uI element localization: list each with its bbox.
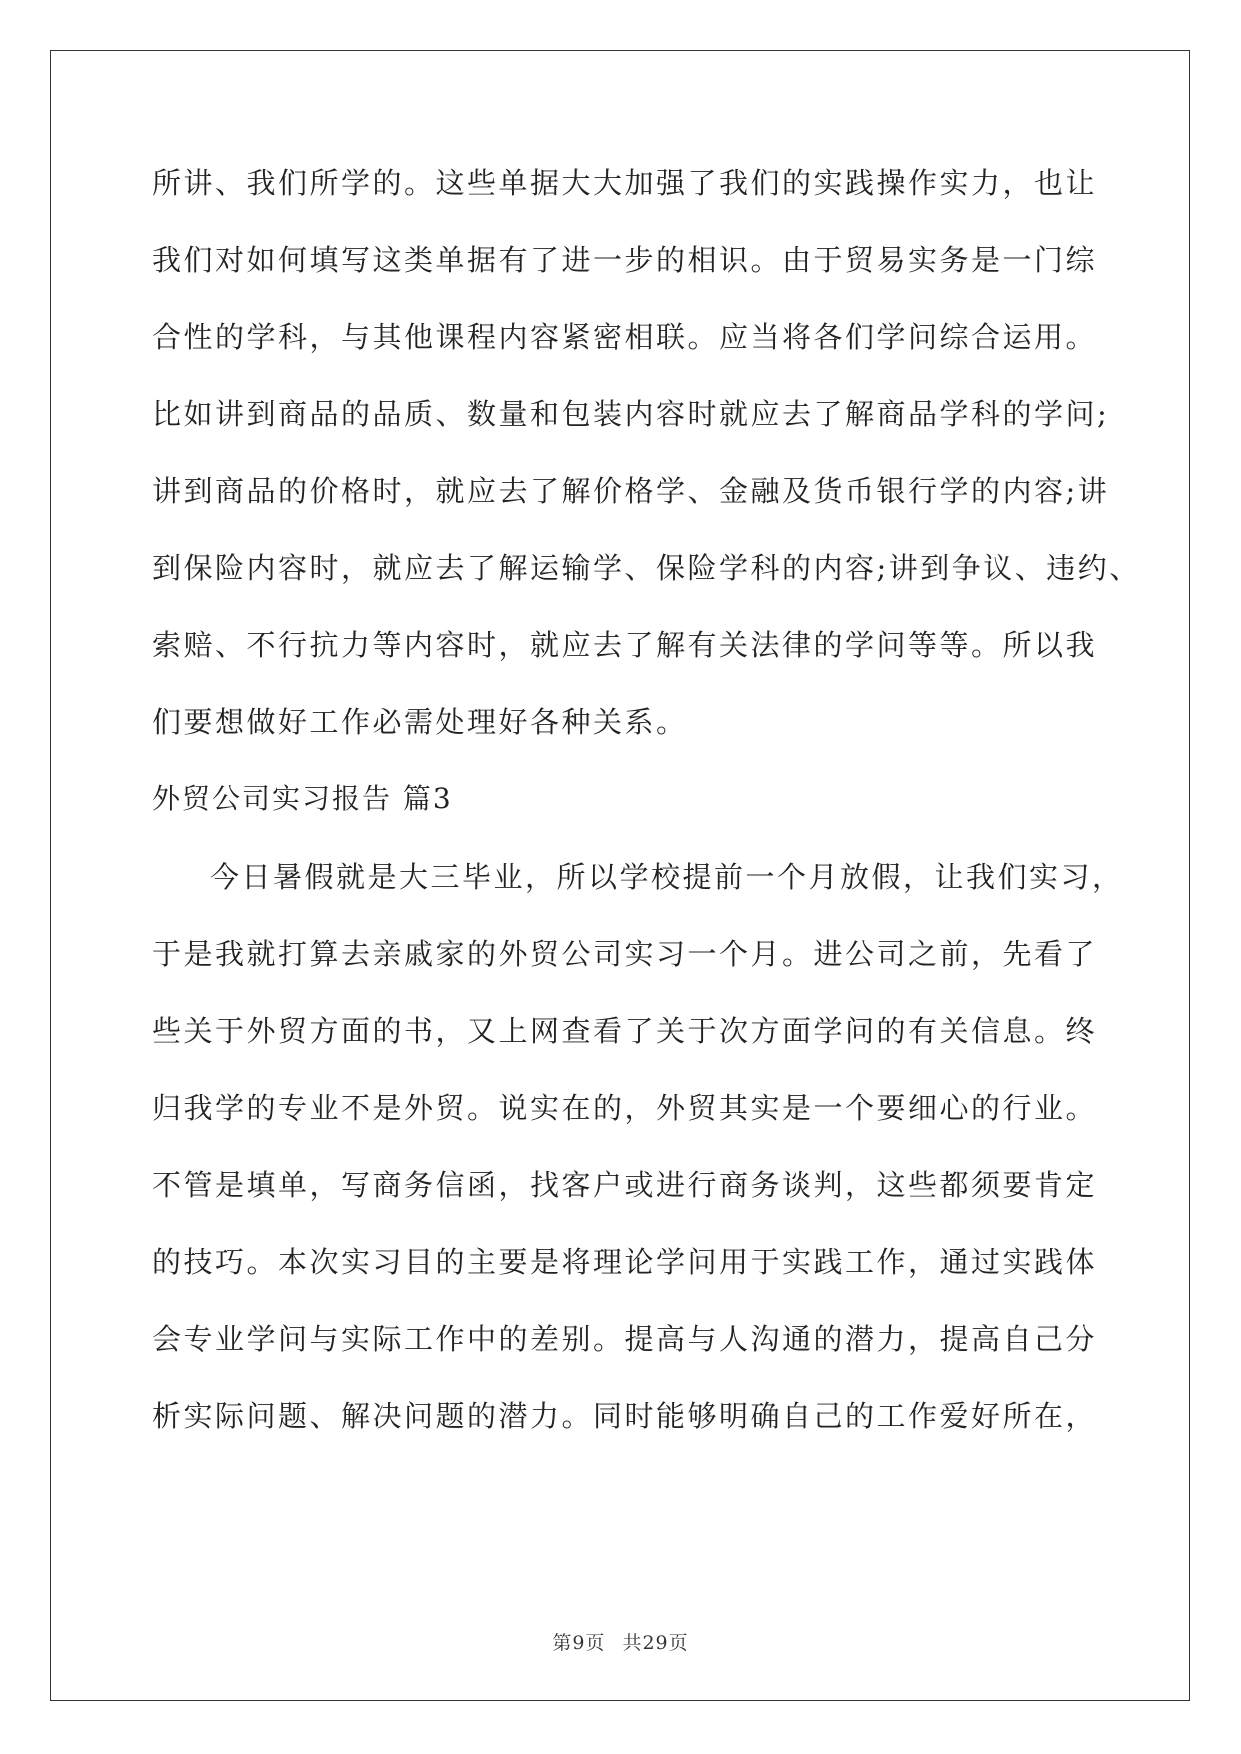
page-total: 共29页 (622, 1632, 689, 1654)
text-line: 到保险内容时，就应去了解运输学、保险学科的内容;讲到争议、违约、 (152, 551, 1141, 585)
text-line: 析实际问题、解决问题的潜力。同时能够明确自己的工作爱好所在， (152, 1399, 1098, 1433)
text-line: 索赔、不行抗力等内容时，就应去了解有关法律的学问等等。所以我 (152, 628, 1098, 662)
page-number: 第9页 (552, 1632, 606, 1654)
text-line: 合性的学科，与其他课程内容紧密相联。应当将各们学问综合运用。 (152, 320, 1098, 354)
text-line: 今日暑假就是大三毕业，所以学校提前一个月放假，让我们实习， (210, 860, 1124, 894)
text-line: 于是我就打算去亲戚家的外贸公司实习一个月。进公司之前，先看了 (152, 937, 1098, 971)
text-line: 些关于外贸方面的书，又上网查看了关于次方面学问的有关信息。终 (152, 1014, 1098, 1048)
text-line: 比如讲到商品的品质、数量和包装内容时就应去了解商品学科的学问; (152, 397, 1110, 431)
text-line: 不管是填单，写商务信函，找客户或进行商务谈判，这些都须要肯定 (152, 1168, 1098, 1202)
text-line: 的技巧。本次实习目的主要是将理论学问用于实践工作，通过实践体 (152, 1245, 1098, 1279)
text-line: 所讲、我们所学的。这些单据大大加强了我们的实践操作实力，也让 (152, 166, 1098, 200)
page-footer (0, 1628, 1241, 1655)
text-line: 讲到商品的价格时，就应去了解价格学、金融及货币银行学的内容;讲 (152, 474, 1110, 508)
paragraph-2 (152, 858, 1124, 1435)
text-line: 们要想做好工作必需处理好各种关系。 (152, 705, 688, 739)
section-heading: 外贸公司实习报告 篇3 (152, 782, 453, 815)
text-line: 归我学的专业不是外贸。说实在的，外贸其实是一个要细心的行业。 (152, 1091, 1098, 1125)
document-body (152, 164, 1141, 1474)
text-line: 会专业学问与实际工作中的差别。提高与人沟通的潜力，提高自己分 (152, 1322, 1098, 1356)
paragraph-1 (152, 164, 1141, 741)
text-line: 我们对如何填写这类单据有了进一步的相识。由于贸易实务是一门综 (152, 243, 1098, 277)
